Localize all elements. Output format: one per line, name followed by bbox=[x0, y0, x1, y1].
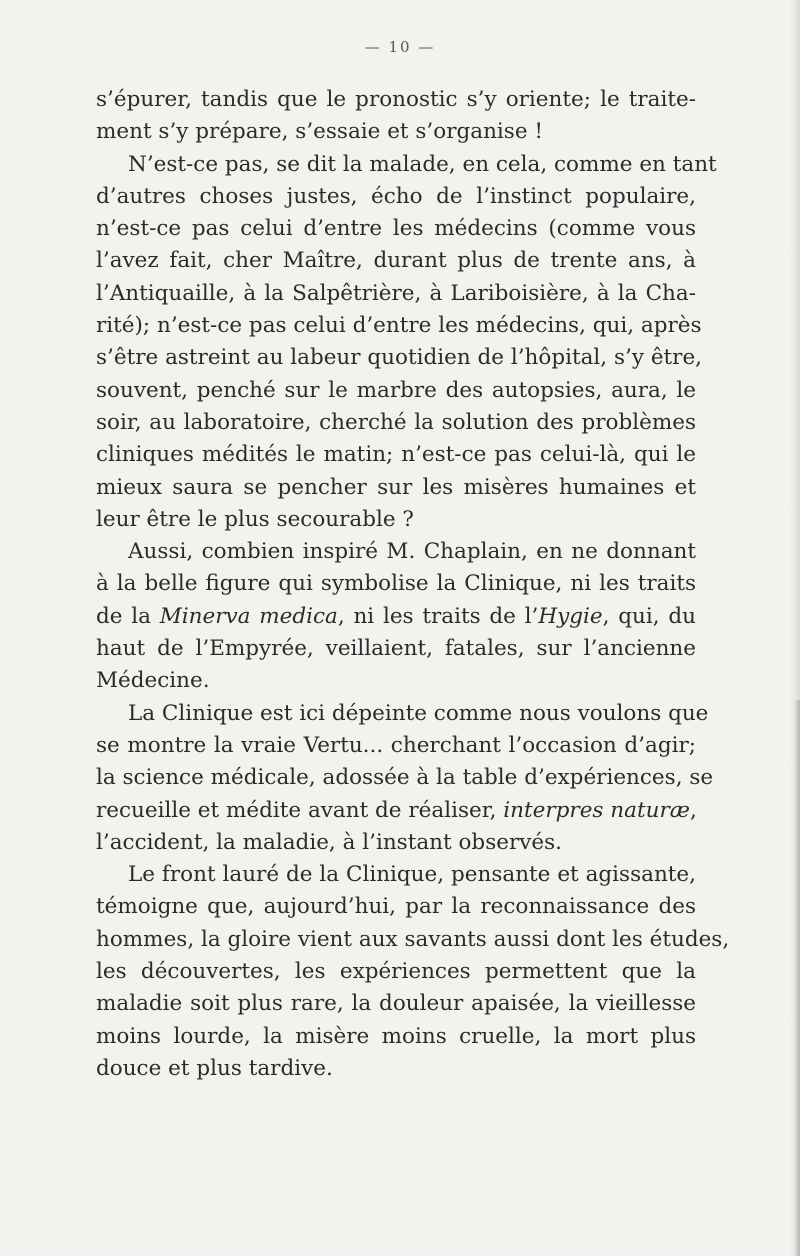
text-line: la science médicale, adossée à la table d’expériences, se bbox=[96, 765, 714, 791]
text-line: à la belle figure qui symbolise la Clinique, ni les traits bbox=[96, 571, 696, 597]
text-line: haut de l’Empyrée, veillaient, fatales, sur l’ancienne bbox=[96, 636, 696, 662]
italic-term: Minerva medica bbox=[159, 603, 338, 629]
text-line: l’Antiquaille, à la Salpêtrière, à Lariboisière, à la Cha- bbox=[96, 280, 696, 306]
text-line: leur être le plus secourable ? bbox=[96, 506, 414, 532]
text-line: soir, au laboratoire, cherché la solution des problèmes bbox=[96, 409, 696, 435]
paragraph bbox=[96, 536, 696, 697]
paragraph bbox=[96, 149, 717, 537]
italic-term: interpres naturæ bbox=[503, 797, 690, 823]
text-line: de la Minerva medica, ni les traits de l’Hygie, qui, du bbox=[96, 603, 696, 629]
text-line: témoigne que, aujourd’hui, par la reconnaissance des bbox=[96, 894, 696, 920]
text-line: moins lourde, la misère moins cruelle, la mort plus bbox=[96, 1023, 696, 1049]
paragraph bbox=[96, 859, 730, 1085]
text-line: maladie soit plus rare, la douleur apaisée, la vieillesse bbox=[96, 991, 696, 1017]
text-line: l’accident, la maladie, à l’instant observés. bbox=[96, 829, 562, 855]
page-edge-shadow-lower bbox=[794, 700, 800, 1256]
text-line: Aussi, combien inspiré M. Chaplain, en ne donnant bbox=[128, 539, 696, 565]
text-line: cliniques médités le matin; n’est-ce pas celui-là, qui le bbox=[96, 442, 696, 468]
text-line: l’avez fait, cher Maître, durant plus de trente ans, à bbox=[96, 248, 696, 274]
paragraph bbox=[96, 698, 714, 859]
text-line: s’être astreint au labeur quotidien de l’hôpital, s’y être, bbox=[96, 345, 703, 371]
text-line: les découvertes, les expériences permettent que la bbox=[96, 959, 696, 985]
text-line: N’est-ce pas, se dit la malade, en cela, comme en tant bbox=[128, 151, 717, 177]
text-line: s’épurer, tandis que le pronostic s’y oriente; le traite- bbox=[96, 87, 696, 112]
text-line: souvent, penché sur le marbre des autopsies, aura, le bbox=[96, 377, 696, 403]
body-text bbox=[96, 84, 730, 1085]
paragraph bbox=[96, 84, 696, 149]
text-line: mieux saura se pencher sur les misères humaines et bbox=[96, 474, 696, 500]
text-line: La Clinique est ici dépeinte comme nous voulons que bbox=[128, 700, 709, 726]
text-line: d’autres choses justes, écho de l’instinct populaire, bbox=[96, 183, 696, 209]
text-line: Le front lauré de la Clinique, pensante et agissante, bbox=[128, 862, 696, 888]
text-line: douce et plus tardive. bbox=[96, 1055, 333, 1081]
text-line: recueille et médite avant de réaliser, interpres naturæ, bbox=[96, 797, 697, 823]
text-line: n’est-ce pas celui d’entre les médecins (comme vous bbox=[96, 216, 696, 242]
text-line: ment s’y prépare, s’essaie et s’organise ! bbox=[96, 119, 544, 145]
text-line: se montre la vraie Vertu... cherchant l’occasion d’agir; bbox=[96, 732, 696, 758]
text-line: Médecine. bbox=[96, 668, 210, 694]
text-line: hommes, la gloire vient aux savants aussi dont les études, bbox=[96, 926, 730, 952]
page-number: — 10 — bbox=[364, 38, 436, 56]
text-line: rité); n’est-ce pas celui d’entre les médecins, qui, après bbox=[96, 313, 702, 339]
italic-term: Hygie bbox=[538, 603, 603, 629]
